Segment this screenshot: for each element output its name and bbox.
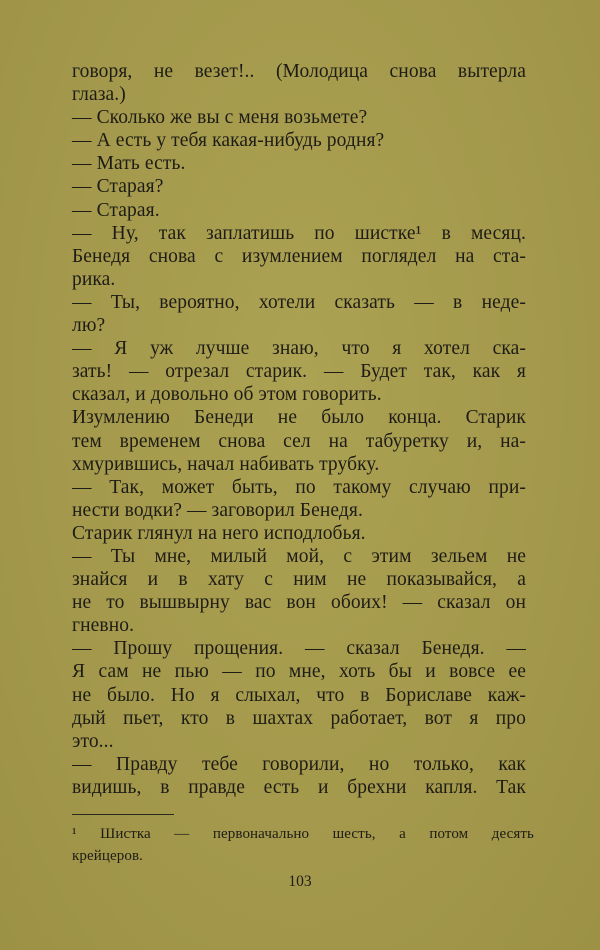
text-line: — Старая? — [72, 176, 164, 198]
body-text — [72, 60, 526, 799]
text-line: Я сам не пью — по мне, хоть бы и вовсе ее — [72, 661, 526, 683]
text-line: дый пьет, кто в шахтах работает, вот я про — [72, 707, 526, 729]
text-line: — А есть у тебя какая-нибудь родня? — [72, 130, 385, 152]
text-line: зать! — отрезал старик. — Будет так, как я — [72, 361, 526, 383]
text-line: — Так, может быть, по такому случаю при- — [72, 476, 526, 498]
text-line: глаза.) — [72, 84, 126, 106]
footnote — [72, 823, 534, 867]
text-line: это... — [72, 730, 114, 752]
text-line: хмурившись, начал набивать трубку. — [72, 453, 380, 475]
text-line: — Старая. — [72, 199, 160, 221]
text-line: нести водки? — заговорил Бенедя. — [72, 499, 363, 521]
text-line: — Ты мне, милый мой, с этим зельем не — [72, 545, 526, 567]
text-line: Старик глянул на него исподлобья. — [72, 522, 366, 544]
text-line: не было. Но я слыхал, что в Бориславе каж- — [72, 684, 526, 706]
text-line: говоря, не везет!.. (Молодица снова вытерла — [72, 61, 526, 82]
text-line: — Я уж лучше знаю, что я хотел ска- — [72, 338, 526, 360]
text-line: видишь, в правде есть и брехни капля. Так — [72, 776, 526, 798]
text-line: сказал, и довольно об этом говорить. — [72, 384, 382, 406]
text-line: Изумлению Бенеди не было конца. Старик — [72, 407, 526, 429]
text-line: гневно. — [72, 615, 135, 637]
text-line: тем временем снова сел на табуретку и, на- — [72, 430, 526, 452]
text-line: — Ты, вероятно, хотели сказать — в неде- — [72, 291, 526, 313]
text-line: — Мать есть. — [72, 153, 186, 175]
footnote-divider — [72, 814, 174, 815]
footnote-line: ¹ Шистка — первоначально шесть, а потом десять — [72, 826, 534, 842]
text-line: Бенедя снова с изумлением поглядел на ста- — [72, 245, 526, 267]
footnote-line: крейцеров. — [72, 848, 143, 864]
text-line: — Прошу прощения. — сказал Бенедя. — — [72, 638, 526, 660]
text-line: — Ну, так заплатишь по шистке¹ в месяц. — [72, 222, 526, 244]
text-line: — Правду тебе говорили, но только, как — [72, 753, 526, 775]
text-line: не то вышвырну вас вон обоих! — сказал он — [72, 592, 526, 614]
text-line: лю? — [72, 315, 106, 337]
page-number: 103 — [288, 873, 312, 890]
text-line: знайся и в хату с ним не показывайся, а — [72, 569, 526, 591]
text-line: рика. — [72, 268, 116, 290]
text-line: — Сколько же вы с меня возьмете? — [72, 107, 368, 129]
